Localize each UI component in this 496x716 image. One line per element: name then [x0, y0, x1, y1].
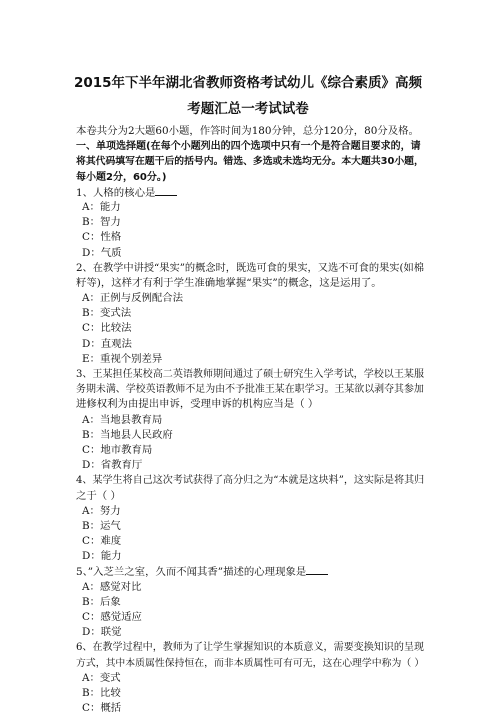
question-item	[76, 185, 428, 261]
answer-option: D：能力	[82, 550, 122, 563]
question-stem-text: 进修权利为由提出申诉，受理申诉的机构应当是（ ）	[76, 398, 319, 411]
answer-blank	[306, 564, 328, 575]
question-stem-text: 籽等)，这样才有利于学生准确地掌握“果实”的概念，这是运用了。	[76, 276, 382, 289]
answer-option: B：变式法	[82, 307, 132, 320]
question-stem-text: 之于（ ）	[76, 489, 121, 502]
answer-option: C：概括	[82, 702, 122, 715]
question-stem-line	[76, 640, 428, 655]
question-stem-text: 6、在教学过程中，教师为了让学生掌握知识的本质意义，需要变换知识的呈现	[76, 642, 424, 654]
document-title-line-1: 2015年下半年湖北省教师资格考试幼儿《综合素质》高频	[73, 75, 423, 91]
answer-option: B：后象	[82, 595, 121, 608]
question-item	[76, 640, 428, 716]
question-stem-line	[76, 489, 428, 504]
question-stem-line	[76, 276, 428, 291]
exam-intro: 本卷共分为2大题60小题，作答时间为180分钟，总分120分，80分及格。	[76, 125, 419, 137]
answer-option: A：努力	[82, 504, 121, 517]
answer-option: A：能力	[82, 200, 121, 213]
answer-option: D：气质	[82, 246, 122, 259]
question-stem-text: 方式，其中本质属性保持恒在，而非本质属性可有可无，这在心理学中称为（ ）	[76, 657, 425, 669]
answer-option: C：难度	[82, 535, 122, 548]
answer-option: A：正例与反例配合法	[82, 292, 184, 305]
answer-option: B：智力	[82, 216, 121, 229]
answer-option: D：联觉	[82, 626, 122, 639]
question-list	[76, 185, 428, 716]
answer-option: A：感觉对比	[82, 580, 142, 593]
question-stem-text: 4、某学生将自己这次考试获得了高分归之为“本就是这块料”，这实际是将其归	[76, 475, 425, 487]
question-stem-line	[76, 185, 428, 200]
question-stem-text: 1、人格的核心是	[76, 186, 156, 199]
answer-option: E：重视个别差异	[82, 352, 163, 365]
document-title-line-2: 考题汇总一考试试卷	[187, 101, 309, 117]
section-heading-line: 每小题2分，60分。)	[76, 171, 167, 183]
answer-option: B：当地县人民政府	[82, 428, 173, 441]
question-item	[76, 473, 428, 564]
answer-option: C：比较法	[82, 322, 132, 335]
question-stem-line	[76, 473, 428, 488]
answer-option: B：比较	[82, 686, 121, 699]
question-stem-text: 2、在教学中讲授“果实”的概念时，既选可食的果实，又选不可食的果实(如棉	[76, 262, 424, 274]
answer-option: C：性格	[82, 231, 122, 244]
answer-option: A：当地县教育局	[82, 413, 163, 426]
question-stem-line	[76, 382, 428, 397]
question-stem-text: 务期未满、学校英语教师不足为由不予批准王某在职学习。王某欲以剥夺其参加	[76, 384, 424, 396]
question-stem-line	[76, 397, 428, 412]
question-item	[76, 261, 428, 367]
question-stem-line	[76, 261, 428, 276]
question-stem-line	[76, 367, 428, 382]
answer-option: A：变式	[82, 671, 121, 684]
answer-option: D：直观法	[82, 337, 132, 350]
answer-option: C：感觉适应	[82, 611, 142, 623]
question-stem-line	[76, 656, 428, 671]
question-stem-text: 5、”入芝兰之室，久而不闻其香”描述的心理现象是	[76, 566, 307, 579]
answer-option: B：运气	[82, 519, 121, 532]
question-item	[76, 564, 428, 640]
document-body	[76, 124, 428, 716]
question-stem-line	[76, 564, 428, 579]
section-heading-line: 将其代码填写在题干后的括号内。错选、多选或未选均无分。本大题共30小题，	[76, 156, 424, 168]
answer-option: D：省教育厅	[82, 459, 143, 472]
section-heading-line: 一、单项选择题(在每个小题列出的四个选项中只有一个是符合题目要求的，请	[76, 141, 421, 153]
answer-option: C：地市教育局	[82, 443, 153, 456]
question-stem-text: 3、王某担任某校高二英语教师期间通过了硕士研究生入学考试，学校以王某服	[76, 369, 424, 380]
section-heading	[76, 139, 428, 185]
question-item	[76, 367, 428, 473]
answer-blank	[155, 185, 177, 196]
